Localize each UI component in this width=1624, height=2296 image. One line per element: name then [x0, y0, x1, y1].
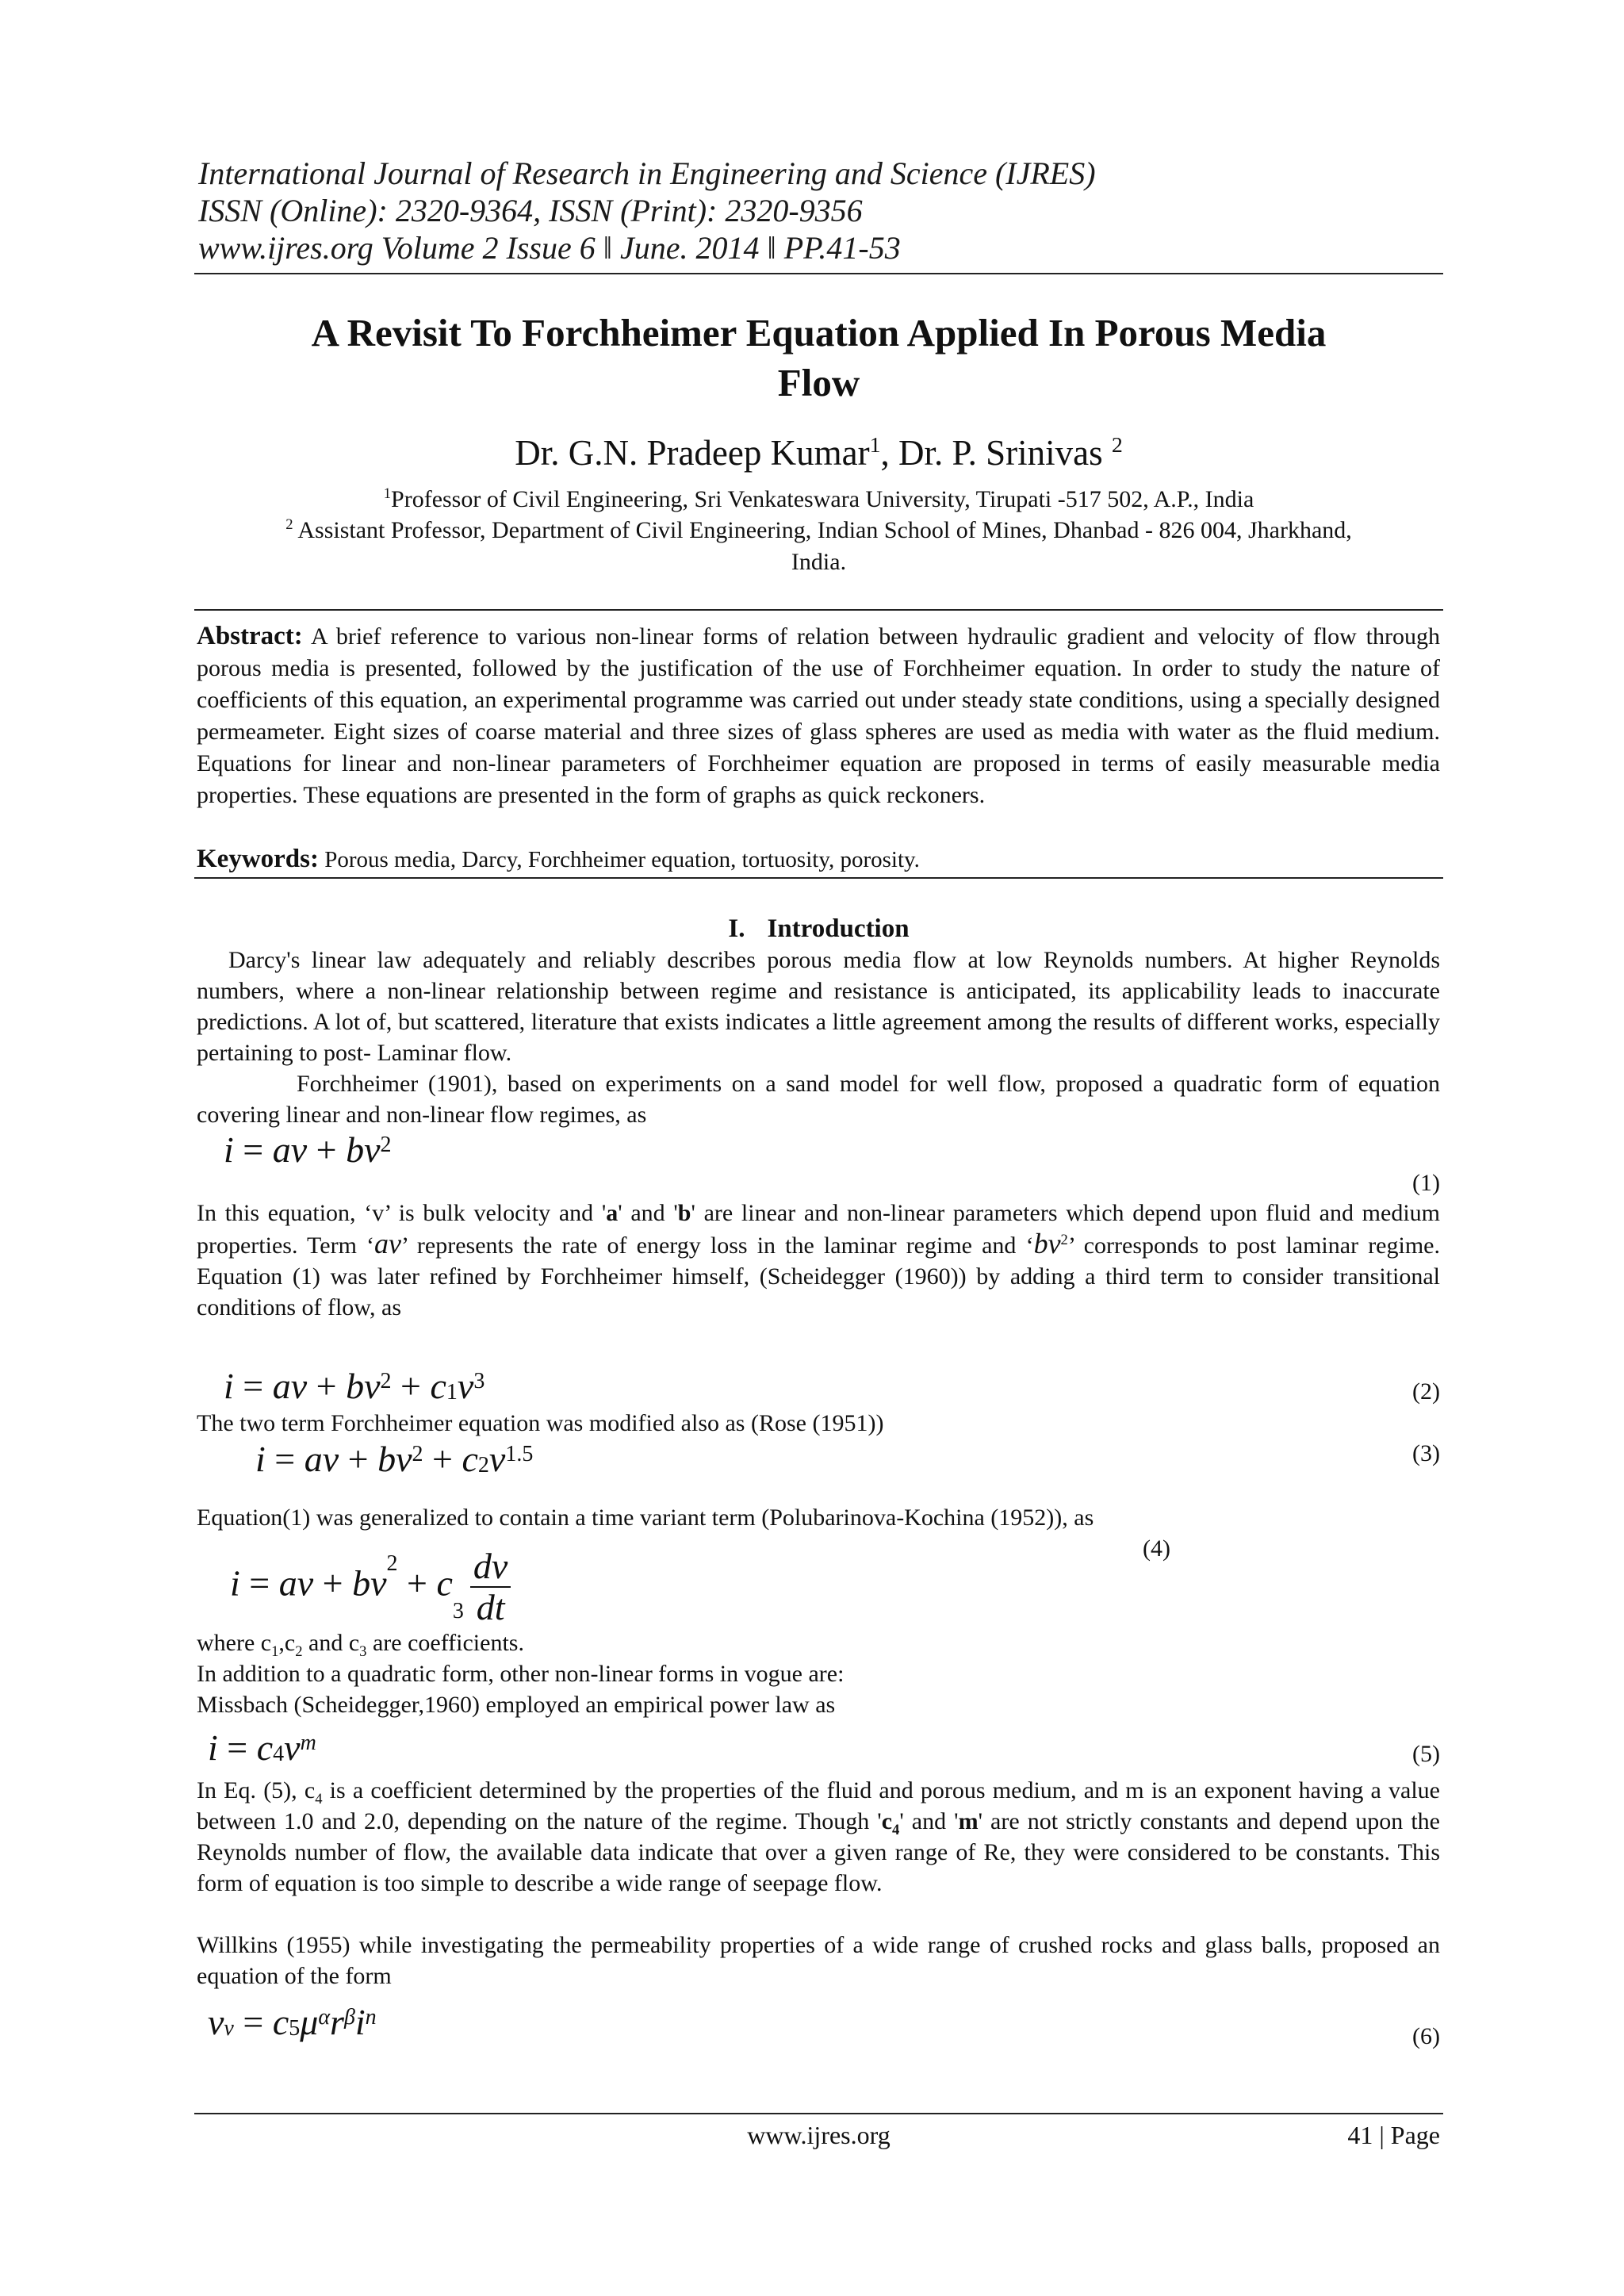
- eq2-term-3-v: v: [457, 1366, 474, 1406]
- equation-1: [224, 1128, 392, 1172]
- p6-text-c: and c: [302, 1630, 360, 1656]
- eq5-lhs: i: [208, 1727, 218, 1768]
- p6-text-a: where c: [197, 1630, 272, 1656]
- abstract-top-rule: [194, 609, 1443, 611]
- p6-text-b: ,c: [278, 1630, 296, 1656]
- equation-1-number: (1): [1412, 1170, 1440, 1196]
- eq2-subscript: 1: [446, 1380, 458, 1405]
- eq3-equals: =: [265, 1439, 304, 1479]
- eq4-term-1: av: [278, 1562, 314, 1604]
- p9-text-f: ' are not strictly constants and depend upon the Reynolds number of flow, the available data indicate that over a given range of Re, they were considered to be constants. This form of equation is too simple to describe a wide range of seepage flow.: [197, 1808, 1440, 1896]
- p3-term-av: av: [374, 1228, 402, 1259]
- eq2-exponent-2: 2: [380, 1369, 392, 1393]
- eq4-numerator: dv: [470, 1547, 511, 1588]
- footer-page-number: 41 | Page: [1347, 2121, 1440, 2149]
- intro-paragraph-7: In addition to a quadratic form, other non-linear forms in vogue are:: [197, 1661, 845, 1687]
- eq4-subscript: 3: [452, 1599, 464, 1623]
- abstract-text: A brief reference to various non-linear forms of relation between hydraulic gradient and velocity of flow through porous media is presented, followed by the justification of the use of Forchheimer equation. In order to study the nature of coefficients of this equation, an experimental programme was carried out under steady state conditions, using a specially designed permeameter. Eight sizes of coarse material and three sizes of glass spheres are used as media with water as the fluid medium. Equations for linear and non-linear parameters of Forchheimer equation are proposed in terms of easily measurable media properties. These equations are presented in the form of graphs as quick reckoners.: [197, 623, 1440, 808]
- eq3-exponent-3: 1.5: [505, 1442, 534, 1466]
- abstract-bottom-rule: [194, 877, 1443, 879]
- keywords-label: Keywords:: [197, 845, 319, 873]
- eq3-term-2: bv: [377, 1439, 412, 1479]
- equation-4: [230, 1547, 511, 1627]
- eq3-term-3-v: v: [488, 1439, 506, 1479]
- eq1-equals: =: [233, 1129, 273, 1170]
- eq5-equals: =: [217, 1727, 257, 1768]
- journal-name: International Journal of Research in Engineering and Science (IJRES): [198, 155, 1096, 191]
- eq6-beta: β: [343, 2005, 355, 2030]
- affiliation-1: [194, 485, 1443, 514]
- equation-3: [255, 1437, 533, 1481]
- p3-term-bv-exponent: 2: [1060, 1232, 1068, 1248]
- intro-paragraph-10: Willkins (1955) while investigating the permeability properties of a wide range of crushed rocks and glass balls, proposed an equation of the form: [197, 1932, 1440, 1989]
- eq6-r: r: [330, 2002, 344, 2042]
- intro-paragraph-3: [197, 1198, 1440, 1323]
- eq1-lhs: i: [224, 1129, 234, 1170]
- intro-paragraph-8: Missbach (Scheidegger,1960) employed an empirical power law as: [197, 1692, 836, 1718]
- intro-paragraph-2: Forchheimer (1901), based on experiments on a sand model for well flow, proposed a quadratic form of equation covering linear and non-linear flow regimes, as: [197, 1071, 1440, 1128]
- eq4-plus-2: +: [397, 1562, 437, 1604]
- p6-sub-1: 1: [271, 1643, 279, 1660]
- eq4-plus-1: +: [313, 1562, 353, 1604]
- eq2-plus-2: +: [391, 1366, 431, 1406]
- journal-issn: ISSN (Online): 2320-9364, ISSN (Print): 2320-9356: [198, 193, 863, 228]
- eq2-plus-1: +: [307, 1366, 347, 1406]
- eq3-plus-2: +: [423, 1439, 462, 1479]
- eq4-term-2: bv: [352, 1562, 387, 1604]
- p9-text-b: is a coefficient determined by the properties of the fluid and porous medium, and m is an exponent having a value between 1.0 and 2.0, depending on the nature of the regime. Though ': [197, 1777, 1440, 1834]
- eq4-equals: =: [239, 1562, 279, 1604]
- p3-text-i: ’ corresponds to post laminar regime. Equation (1) was later refined by Forchheimer himself, (Scheidegger (1960)) by adding a third term to consider transitional conditions of flow, as: [197, 1232, 1440, 1320]
- keywords: [197, 843, 1440, 876]
- eq4-fraction: [470, 1547, 511, 1627]
- p3-text-c: ' and ': [618, 1200, 678, 1226]
- equation-2: [224, 1364, 485, 1409]
- eq2-term-2: bv: [346, 1366, 381, 1406]
- eq5-term-c: c: [256, 1727, 274, 1768]
- affiliation-1-text: Professor of Civil Engineering, Sri Venkateswara University, Tirupati -517 502, A.P., India: [391, 486, 1254, 512]
- eq4-term-3: c: [436, 1562, 453, 1604]
- author-1: Dr. G.N. Pradeep Kumar: [515, 433, 870, 473]
- eq3-plus-1: +: [339, 1439, 378, 1479]
- intro-paragraph-4: The two term Forchheimer equation was modified also as (Rose (1951)): [197, 1410, 884, 1436]
- equation-6: [208, 2000, 377, 2045]
- eq4-exponent: 2: [386, 1551, 398, 1576]
- p9-sub: 4: [315, 1791, 323, 1807]
- abstract-label: Abstract:: [197, 622, 303, 650]
- eq3-exponent-2: 2: [412, 1442, 423, 1466]
- p3-param-b: b: [677, 1200, 691, 1226]
- author-2: Dr. P. Srinivas: [898, 433, 1112, 473]
- journal-header: [198, 155, 1443, 266]
- eq5-term-v: v: [284, 1727, 301, 1768]
- p3-term-bv: bv: [1033, 1228, 1061, 1259]
- eq6-mu: μ: [300, 2002, 319, 2042]
- intro-paragraph-1: Darcy's linear law adequately and reliably describes porous media flow at low Reynolds numbers. At higher Reynolds numbers, where a non-linear relationship between regime and resistance is anticipated, its applicability leads to inaccurate predictions. A lot of, but scattered, literature that exists indicates a little agreement among the results of different works, especially pertaining to post- Laminar flow.: [197, 947, 1440, 1066]
- equation-4-number: (4): [1143, 1535, 1170, 1562]
- section-heading: [194, 913, 1443, 945]
- affiliation-2-country: India.: [791, 549, 847, 575]
- affiliation-2: [194, 516, 1443, 545]
- eq6-equals: =: [233, 2002, 273, 2042]
- eq2-equals: =: [233, 1366, 273, 1406]
- abstract: [197, 620, 1440, 811]
- author-list: [194, 431, 1443, 475]
- eq6-lhs: v: [208, 2002, 224, 2042]
- intro-paragraph-5: Equation(1) was generalized to contain a time variant term (Polubarinova-Kochina (1952)), as: [197, 1504, 1094, 1531]
- journal-volume: www.ijres.org Volume 2 Issue 6 ǁ June. 2014 ǁ PP.41-53: [198, 230, 901, 266]
- title-line-2: Flow: [777, 361, 860, 404]
- eq5-subscript: 4: [273, 1742, 285, 1766]
- eq2-term-3: c: [430, 1366, 446, 1406]
- p3-text-a: In this equation, ‘v’ is bulk velocity and ': [197, 1200, 607, 1226]
- p6-sub-2: 2: [295, 1643, 303, 1660]
- intro-paragraph-6: [197, 1627, 524, 1658]
- eq4-denominator: dt: [476, 1587, 505, 1627]
- p9-param-c: c: [881, 1808, 893, 1834]
- eq3-term-1: av: [304, 1439, 339, 1479]
- footer-rule: [194, 2113, 1443, 2114]
- section-number: I.: [728, 914, 745, 943]
- eq5-exponent: m: [300, 1731, 316, 1755]
- equation-5: [208, 1726, 316, 1770]
- paper-title: [194, 308, 1443, 408]
- affiliation-1-mark: 1: [383, 485, 392, 502]
- p9-text-d: ' and ': [899, 1808, 959, 1834]
- equation-3-number: (3): [1412, 1440, 1440, 1466]
- intro-paragraph-9: [197, 1775, 1440, 1899]
- eq6-subscript: 5: [289, 2016, 301, 2041]
- eq3-lhs: i: [255, 1439, 266, 1479]
- p9-text-a: In Eq. (5), c: [197, 1777, 316, 1803]
- eq1-term-1: av: [272, 1129, 308, 1170]
- eq6-n: n: [365, 2005, 377, 2030]
- equation-2-number: (2): [1412, 1378, 1440, 1405]
- eq1-term-2: bv: [346, 1129, 381, 1170]
- affiliation-2-mark: 2: [285, 516, 293, 533]
- p9-param-m: m: [958, 1808, 979, 1834]
- eq3-term-3: c: [462, 1439, 478, 1479]
- p3-text-e: ' are linear and non-linear parameters which depend upon fluid and medium properties. Term ‘: [197, 1200, 1440, 1259]
- section-title: Introduction: [767, 914, 910, 943]
- affiliation-2-text: Assistant Professor, Department of Civil Engineering, Indian School of Mines, Dhanbad - 826 004, Jharkhand,: [293, 517, 1352, 543]
- eq1-exponent: 2: [380, 1133, 392, 1157]
- p6-text-d: are coefficients.: [366, 1630, 524, 1656]
- eq2-exponent-3: 3: [473, 1369, 485, 1393]
- footer-website: www.ijres.org: [747, 2121, 891, 2149]
- p3-text-g: ’ represents the rate of energy loss in the laminar regime and ‘: [401, 1232, 1034, 1259]
- p6-sub-3: 3: [359, 1643, 367, 1660]
- equation-6-number: (6): [1412, 2023, 1440, 2049]
- p3-param-a: a: [606, 1200, 619, 1226]
- author-separator: ,: [880, 433, 899, 473]
- title-line-1: A Revisit To Forchheimer Equation Applied In Porous Media: [311, 311, 1327, 355]
- eq6-alpha: α: [318, 2005, 331, 2030]
- equation-5-number: (5): [1412, 1741, 1440, 1767]
- eq6-term-c: c: [272, 2002, 289, 2042]
- eq2-lhs: i: [224, 1366, 234, 1406]
- eq3-subscript: 2: [477, 1453, 489, 1478]
- header-rule: [194, 273, 1443, 274]
- author-1-affiliation-mark: 1: [869, 433, 881, 458]
- author-2-affiliation-mark: 2: [1111, 433, 1123, 458]
- eq2-term-1: av: [272, 1366, 308, 1406]
- eq4-lhs: i: [230, 1562, 240, 1604]
- eq6-i: i: [354, 2002, 366, 2042]
- keywords-text: Porous media, Darcy, Forchheimer equation, tortuosity, porosity.: [318, 847, 920, 872]
- eq1-plus: +: [307, 1129, 347, 1170]
- p9-param-c-sub: 4: [892, 1822, 900, 1838]
- eq6-lhs-subscript: v: [224, 2016, 234, 2041]
